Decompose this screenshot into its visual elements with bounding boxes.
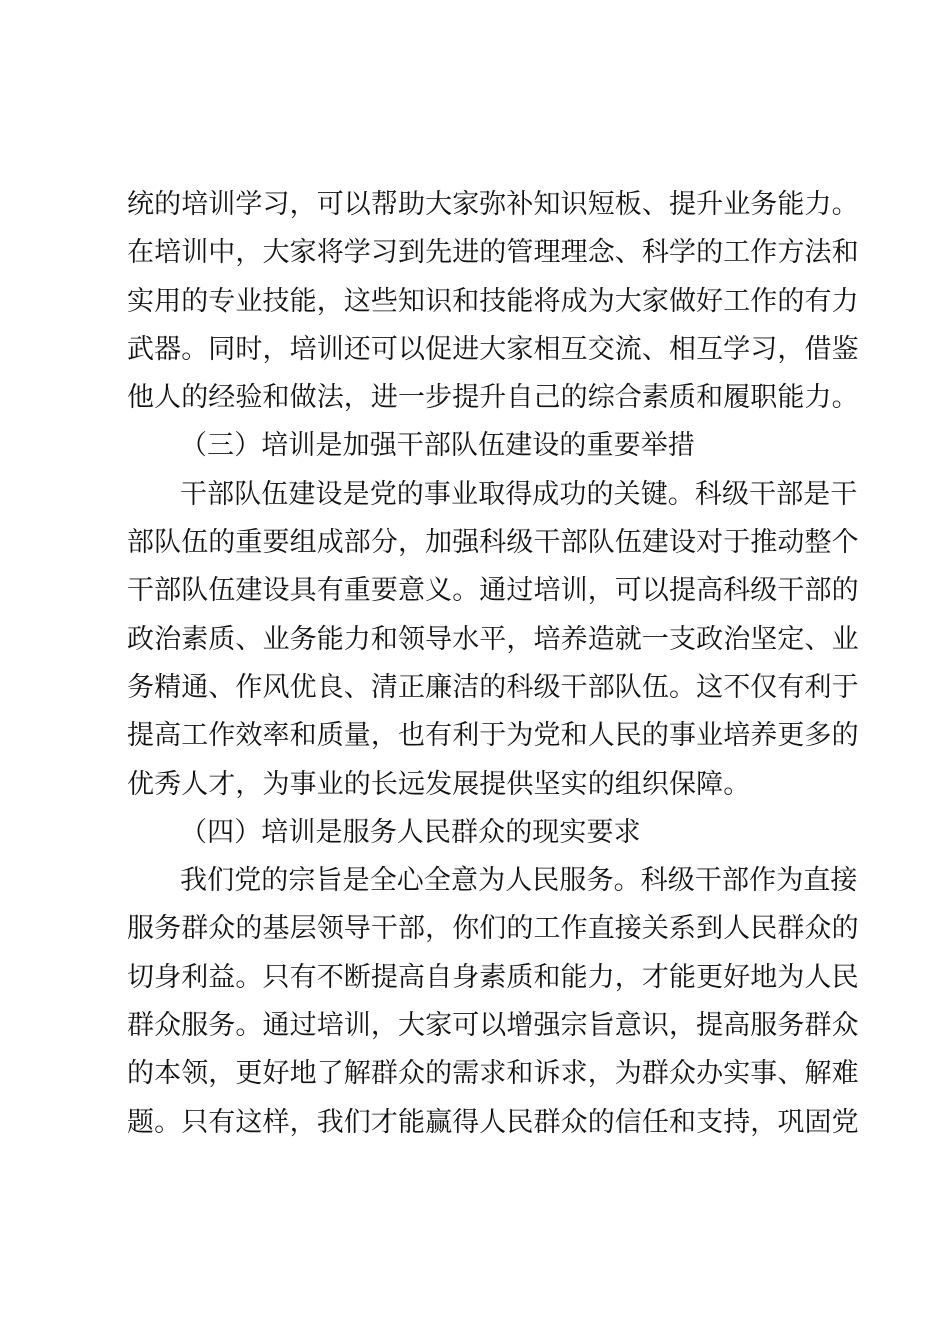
section-heading: （三）培训是加强干部队伍建设的重要举措	[180, 430, 695, 462]
paragraph-line: 群众服务。通过培训，大家可以增强宗旨意识，提高服务群众	[127, 1010, 859, 1042]
paragraph-line: 武器。同时，培训还可以促进大家相互交流、相互学习，借鉴	[127, 333, 859, 365]
paragraph-line: 统的培训学习，可以帮助大家弥补知识短板、提升业务能力。	[127, 189, 859, 220]
document-body	[127, 181, 859, 1147]
paragraph-line: 干部队伍建设是党的事业取得成功的关键。科级干部是干	[180, 478, 858, 510]
paragraph-line: 服务群众的基层领导干部，你们的工作直接关系到人民群众的	[127, 913, 859, 945]
paragraph-line: 在培训中，大家将学习到先进的管理理念、科学的工作方法和	[127, 237, 859, 269]
paragraph-line: 政治素质、业务能力和领导水平，培养造就一支政治坚定、业	[127, 623, 859, 655]
paragraph-line: 的本领，更好地了解群众的需求和诉求，为群众办实事、解难	[127, 1058, 859, 1090]
paragraph-line: 干部队伍建设具有重要意义。通过培训，可以提高科级干部的	[127, 575, 859, 607]
paragraph-line: 他人的经验和做法，进一步提升自己的综合素质和履职能力。	[127, 382, 859, 414]
paragraph-line: 切身利益。只有不断提高自身素质和能力，才能更好地为人民	[127, 961, 859, 993]
section-heading: （四）培训是服务人民群众的现实要求	[180, 816, 641, 848]
paragraph-line: 实用的专业技能，这些知识和技能将成为大家做好工作的有力	[127, 285, 859, 317]
paragraph-line: 部队伍的重要组成部分，加强科级干部队伍建设对于推动整个	[127, 527, 859, 559]
paragraph-line: 务精通、作风优良、清正廉洁的科级干部队伍。这不仅有利于	[127, 671, 859, 703]
paragraph-line: 我们党的宗旨是全心全意为人民服务。科级干部作为直接	[180, 865, 858, 897]
paragraph-line: 优秀人才，为事业的长远发展提供坚实的组织保障。	[127, 768, 751, 800]
paragraph-line: 题。只有这样，我们才能赢得人民群众的信任和支持，巩固党	[127, 1106, 859, 1138]
paragraph-line: 提高工作效率和质量，也有利于为党和人民的事业培养更多的	[127, 720, 859, 752]
